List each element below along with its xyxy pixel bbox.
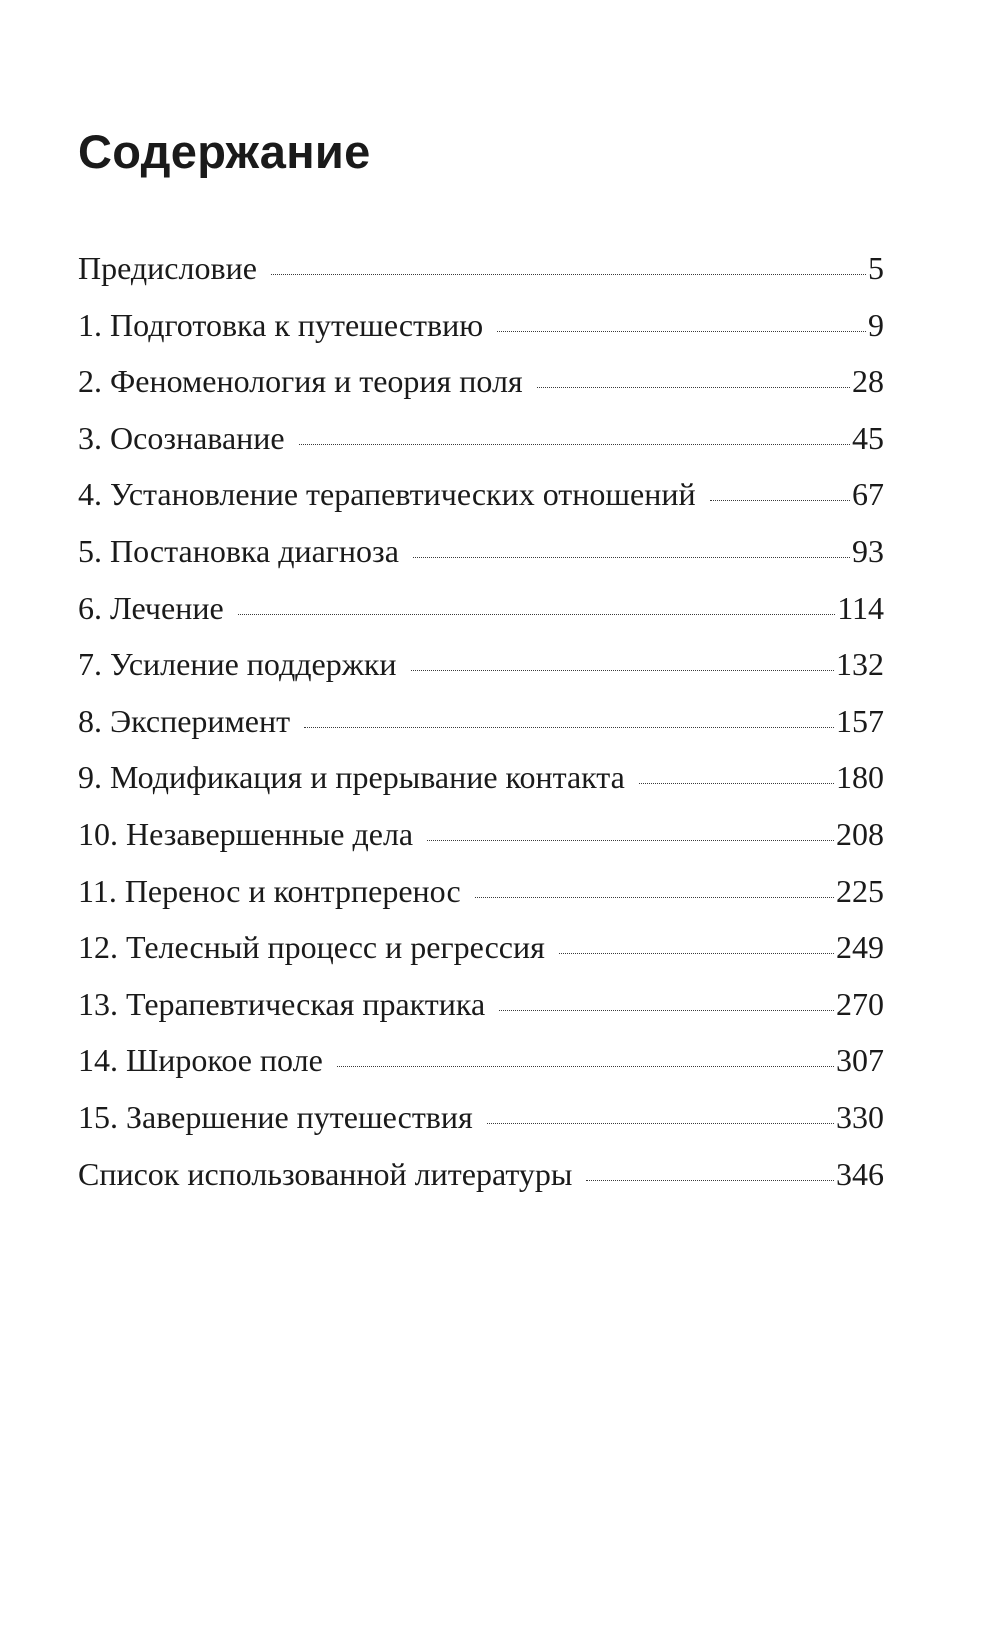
dot-leader (487, 1123, 834, 1124)
toc-entry-page: 346 (836, 1155, 884, 1192)
toc-entry (78, 1040, 884, 1097)
toc-entry-label: 2. Феноменология и теория поля (78, 363, 523, 400)
toc-entry-label: Предисловие (78, 250, 257, 286)
toc-entry-label: 15. Завершение путешествия (78, 1098, 473, 1135)
toc-entry-page: 249 (836, 929, 884, 966)
toc-entry-page: 5 (868, 250, 884, 286)
toc-entry (78, 1154, 884, 1211)
toc-entry-page: 114 (837, 589, 884, 626)
dot-leader (337, 1066, 834, 1067)
toc-entry-label: 14. Широкое поле (78, 1042, 323, 1079)
toc-entry-label: 8. Эксперимент (78, 702, 291, 739)
dot-leader (238, 614, 836, 615)
dot-leader (271, 274, 866, 275)
toc-entry (78, 814, 884, 871)
toc-entry-page: 9 (868, 306, 884, 343)
toc-entry (78, 588, 884, 645)
toc-entry (78, 474, 884, 531)
toc-entry-label: 4. Установление терапевтических отношений (78, 476, 696, 513)
toc-entry-label: 11. Перенос и контрперенос (78, 872, 461, 909)
toc-entry-label: 7. Усиление поддержки (78, 646, 397, 683)
toc-entry (78, 305, 884, 362)
toc-entry-page: 45 (852, 419, 884, 456)
dot-leader (710, 500, 850, 501)
toc-entry (78, 418, 884, 475)
toc-entry-page: 208 (836, 815, 884, 852)
toc-entry (78, 248, 884, 305)
toc-entry-label: 3. Осознавание (78, 419, 285, 456)
toc-entry-label: 1. Подготовка к путешествию (78, 306, 484, 343)
dot-leader (411, 670, 834, 671)
dot-leader (299, 444, 850, 445)
toc-entry-page: 270 (836, 985, 884, 1022)
dot-leader (586, 1180, 834, 1181)
toc-entry (78, 1097, 884, 1154)
page-title: Содержание (78, 125, 371, 178)
dot-leader (304, 727, 834, 728)
toc-entry (78, 757, 884, 814)
dot-leader (475, 897, 834, 898)
toc-entry-page: 225 (836, 872, 884, 909)
toc-entry (78, 984, 884, 1041)
toc-entry-page: 132 (836, 646, 884, 683)
toc-entry-label: 5. Постановка диагноза (78, 532, 399, 569)
dot-leader (499, 1010, 834, 1011)
toc-entry (78, 644, 884, 701)
toc-entry-page: 28 (852, 363, 884, 400)
toc-entry-page: 307 (836, 1042, 884, 1079)
toc-entry-page: 157 (836, 702, 884, 739)
toc-entry-page: 330 (836, 1098, 884, 1135)
toc-entry-page: 67 (852, 476, 884, 513)
toc-entry-label: Список использованной литературы (78, 1155, 573, 1192)
dot-leader (427, 840, 834, 841)
toc-entry (78, 531, 884, 588)
toc-entry-label: 10. Незавершенные дела (78, 815, 414, 852)
toc-entry-page: 180 (836, 759, 884, 796)
toc-entry-label: 6. Лечение (78, 589, 224, 626)
toc-entry (78, 361, 884, 418)
toc-entry (78, 871, 884, 928)
dot-leader (639, 783, 834, 784)
toc-entry-label: 12. Телесный процесс и регрессия (78, 929, 545, 966)
toc-entry-page: 93 (852, 532, 884, 569)
dot-leader (559, 953, 834, 954)
dot-leader (537, 387, 850, 388)
dot-leader (497, 331, 866, 332)
table-of-contents (78, 248, 884, 1210)
toc-entry (78, 701, 884, 758)
toc-entry-label: 9. Модификация и прерывание контакта (78, 759, 625, 796)
toc-entry (78, 927, 884, 984)
dot-leader (413, 557, 850, 558)
toc-entry-label: 13. Терапевтическая практика (78, 985, 486, 1022)
